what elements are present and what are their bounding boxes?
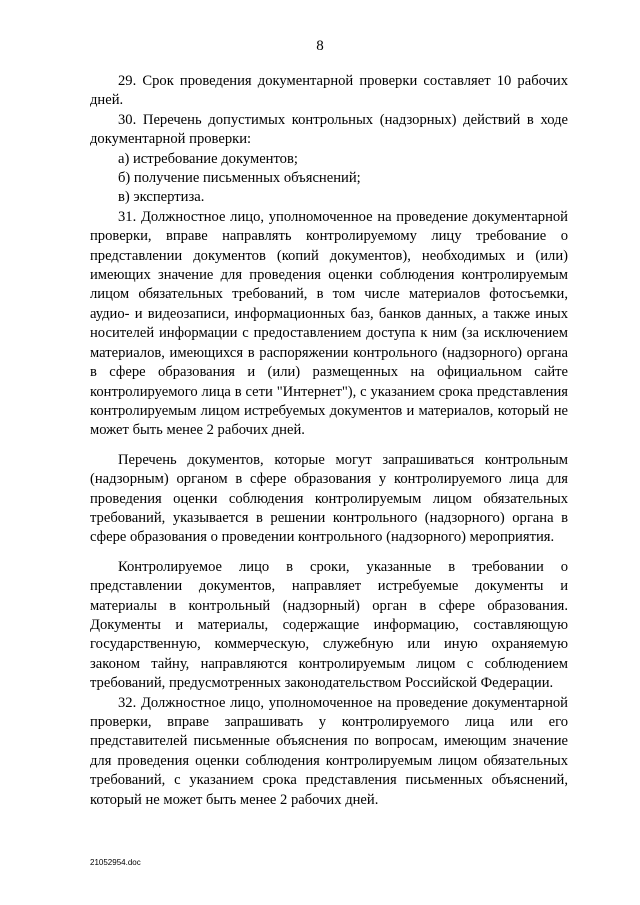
footer-filename: 21052954.doc [90,858,141,867]
paragraph-32: 32. Должностное лицо, уполномоченное на проведение документарной проверки, вправе запрашивать у контролируемого лица или его представителей письменные объяснения по вопросам, имеющим значение для проведения оценки соблюдения контролируемым лицом обязательных требований, с указанием срока представления письменных объяснений, который не может быть менее 2 рабочих дней. [90,694,568,808]
list-item-v: в) экспертиза. [118,189,205,206]
page-number: 8 [316,38,324,54]
paragraph-29: 29. Срок проведения документарной проверки составляет 10 рабочих дней. [90,73,568,109]
paragraph-31-documents-list: Перечень документов, которые могут запрашиваться контрольным (надзорным) органом в сфере образования у контролируемого лица для проведения оценки соблюдения контролируемым лицом обязательных требований, указывается в решении контрольного (надзорного) органа в сфере образования о проведении контрольного (надзорного) мероприятия. [90,451,568,546]
paragraph-30: 30. Перечень допустимых контрольных (надзорных) действий в ходе документарной проверки: [90,111,568,148]
list-item-a: а) истребование документов; [118,150,298,167]
paragraph-31-submission: Контролируемое лицо в сроки, указанные в требовании о представлении документов, направляет истребуемые документы и материалы в контрольный (надзорный) орган в сфере образования. Документы и материалы, содержащие информацию, составляющую государственную, коммерческую, служебную или иную охраняемую законом тайну, направляются контролируемым лицом с соблюдением требований, предусмотренных законодательством Российской Федерации. [90,558,568,692]
list-item-b: б) получение письменных объяснений; [118,170,361,187]
document-body [90,72,568,810]
paragraph-31: 31. Должностное лицо, уполномоченное на проведение документарной проверки, вправе направлять контролируемому лицу требование о представлении документов (копий документов), необходимых и (или) имеющих значение для проведения оценки соблюдения контролируемым лицом обязательных требований, в том числе материалов фотосъемки, аудио- и видеозаписи, информационных баз, банков данных, а также иных носителей информации с предоставлением доступа к ним (за исключением материалов, имеющихся в распоряжении контрольного (надзорного) органа в сфере образования и (или) размещенных на официальном сайте контролируемого лица в сети "Интернет"), с указанием срока представления контролируемым лицом истребуемых документов и материалов, который не может быть менее 2 рабочих дней. [90,208,568,439]
